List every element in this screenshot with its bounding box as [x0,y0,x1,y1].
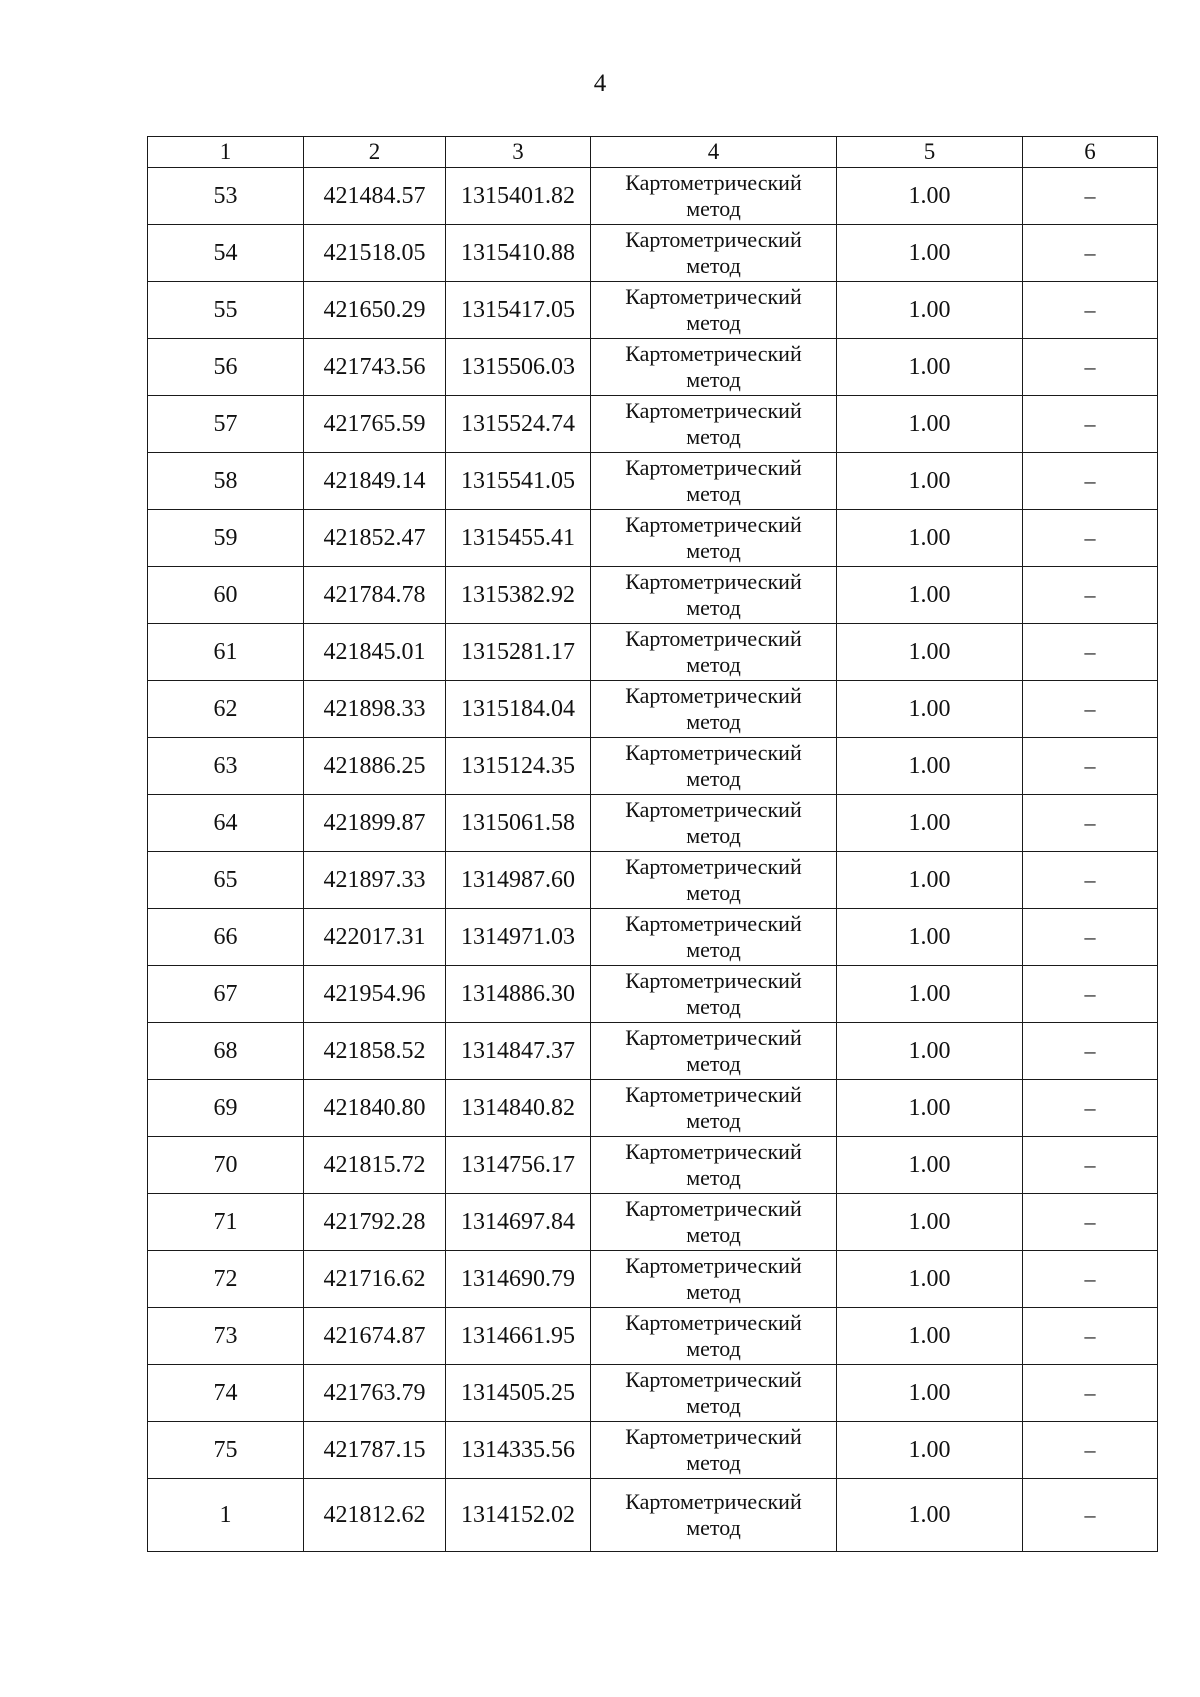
y-coordinate-cell: 1314335.56 [446,1422,591,1479]
accuracy-cell: 1.00 [837,282,1023,339]
x-coordinate-cell: 421787.15 [304,1422,446,1479]
note-cell: – [1023,795,1158,852]
table-row [148,1308,1158,1365]
note-cell: – [1023,282,1158,339]
method-text-line2: метод [686,367,741,392]
note-cell: – [1023,624,1158,681]
table-row [148,1251,1158,1308]
accuracy-cell: 1.00 [837,168,1023,225]
y-coordinate-cell: 1315410.88 [446,225,591,282]
table-row [148,339,1158,396]
method-text-line2: метод [686,538,741,563]
y-coordinate-cell: 1315382.92 [446,567,591,624]
point-number-cell: 60 [148,567,304,624]
y-coordinate-cell: 1315506.03 [446,339,591,396]
method-cell [591,909,837,966]
point-number-cell: 53 [148,168,304,225]
table-row [148,1080,1158,1137]
table-row [148,738,1158,795]
method-cell [591,282,837,339]
method-text-line1: Картометрический [625,1310,802,1335]
method-text-line1: Картометрический [625,1025,802,1050]
column-header: 1 [148,137,304,168]
table-row [148,1365,1158,1422]
point-number-cell: 72 [148,1251,304,1308]
method-text-line2: метод [686,1515,741,1540]
method-cell [591,738,837,795]
method-cell [591,1080,837,1137]
accuracy-cell: 1.00 [837,453,1023,510]
method-text-line1: Картометрический [625,740,802,765]
point-number-cell: 57 [148,396,304,453]
x-coordinate-cell: 421484.57 [304,168,446,225]
note-cell: – [1023,339,1158,396]
method-cell [591,1365,837,1422]
method-cell [591,1251,837,1308]
x-coordinate-cell: 421716.62 [304,1251,446,1308]
accuracy-cell: 1.00 [837,795,1023,852]
method-text-line1: Картометрический [625,1196,802,1221]
accuracy-cell: 1.00 [837,1365,1023,1422]
point-number-cell: 67 [148,966,304,1023]
method-cell [591,795,837,852]
method-cell [591,1137,837,1194]
table-row [148,1479,1158,1552]
note-cell: – [1023,396,1158,453]
method-cell [591,339,837,396]
method-text-line1: Картометрический [625,170,802,195]
note-cell: – [1023,510,1158,567]
note-cell: – [1023,1422,1158,1479]
y-coordinate-cell: 1315124.35 [446,738,591,795]
point-number-cell: 66 [148,909,304,966]
x-coordinate-cell: 421792.28 [304,1194,446,1251]
point-number-cell: 75 [148,1422,304,1479]
column-header: 3 [446,137,591,168]
note-cell: – [1023,1137,1158,1194]
y-coordinate-cell: 1314756.17 [446,1137,591,1194]
method-text-line1: Картометрический [625,398,802,423]
method-text-line2: метод [686,595,741,620]
table-row [148,1137,1158,1194]
point-number-cell: 55 [148,282,304,339]
x-coordinate-cell: 421897.33 [304,852,446,909]
note-cell: – [1023,567,1158,624]
table-row [148,909,1158,966]
y-coordinate-cell: 1315541.05 [446,453,591,510]
x-coordinate-cell: 421858.52 [304,1023,446,1080]
point-number-cell: 73 [148,1308,304,1365]
y-coordinate-cell: 1314886.30 [446,966,591,1023]
point-number-cell: 56 [148,339,304,396]
x-coordinate-cell: 421674.87 [304,1308,446,1365]
method-text-line1: Картометрический [625,626,802,651]
method-text-line1: Картометрический [625,455,802,480]
note-cell: – [1023,966,1158,1023]
x-coordinate-cell: 421840.80 [304,1080,446,1137]
y-coordinate-cell: 1315401.82 [446,168,591,225]
column-header: 4 [591,137,837,168]
method-text-line1: Картометрический [625,683,802,708]
accuracy-cell: 1.00 [837,1023,1023,1080]
method-text-line1: Картометрический [625,284,802,309]
point-number-cell: 65 [148,852,304,909]
note-cell: – [1023,1080,1158,1137]
method-text-line2: метод [686,196,741,221]
table-row [148,225,1158,282]
note-cell: – [1023,168,1158,225]
coordinates-table [147,136,1158,1552]
y-coordinate-cell: 1314697.84 [446,1194,591,1251]
method-cell [591,453,837,510]
method-text-line2: метод [686,1165,741,1190]
method-text-line2: метод [686,424,741,449]
page-number: 4 [593,70,607,97]
note-cell: – [1023,909,1158,966]
method-text-line2: метод [686,766,741,791]
accuracy-cell: 1.00 [837,1422,1023,1479]
method-text-line1: Картометрический [625,968,802,993]
method-text-line2: метод [686,481,741,506]
method-text-line2: метод [686,1336,741,1361]
method-cell [591,624,837,681]
y-coordinate-cell: 1315061.58 [446,795,591,852]
method-cell [591,567,837,624]
method-cell [591,168,837,225]
note-cell: – [1023,738,1158,795]
x-coordinate-cell: 421954.96 [304,966,446,1023]
method-text-line2: метод [686,709,741,734]
method-text-line2: метод [686,1222,741,1247]
accuracy-cell: 1.00 [837,510,1023,567]
table-row [148,681,1158,738]
y-coordinate-cell: 1314847.37 [446,1023,591,1080]
note-cell: – [1023,1308,1158,1365]
y-coordinate-cell: 1314987.60 [446,852,591,909]
method-cell [591,225,837,282]
table-body [148,137,1158,1552]
point-number-cell: 1 [148,1479,304,1552]
x-coordinate-cell: 421845.01 [304,624,446,681]
table-row [148,852,1158,909]
accuracy-cell: 1.00 [837,339,1023,396]
table-row [148,624,1158,681]
method-text-line2: метод [686,1108,741,1133]
y-coordinate-cell: 1315184.04 [446,681,591,738]
method-text-line1: Картометрический [625,797,802,822]
accuracy-cell: 1.00 [837,624,1023,681]
x-coordinate-cell: 421815.72 [304,1137,446,1194]
x-coordinate-cell: 421743.56 [304,339,446,396]
method-cell [591,681,837,738]
method-text-line2: метод [686,253,741,278]
x-coordinate-cell: 421518.05 [304,225,446,282]
table-row [148,966,1158,1023]
point-number-cell: 70 [148,1137,304,1194]
method-text-line2: метод [686,823,741,848]
column-header: 6 [1023,137,1158,168]
table-row [148,282,1158,339]
table-row [148,453,1158,510]
method-text-line2: метод [686,937,741,962]
y-coordinate-cell: 1314152.02 [446,1479,591,1552]
column-header: 2 [304,137,446,168]
method-text-line2: метод [686,1051,741,1076]
method-cell [591,1023,837,1080]
accuracy-cell: 1.00 [837,225,1023,282]
method-text-line2: метод [686,880,741,905]
method-cell [591,1308,837,1365]
method-text-line1: Картометрический [625,512,802,537]
point-number-cell: 63 [148,738,304,795]
point-number-cell: 74 [148,1365,304,1422]
y-coordinate-cell: 1314690.79 [446,1251,591,1308]
method-text-line1: Картометрический [625,854,802,879]
accuracy-cell: 1.00 [837,1251,1023,1308]
method-text-line1: Картометрический [625,1139,802,1164]
table-row [148,396,1158,453]
table-row [148,567,1158,624]
note-cell: – [1023,1023,1158,1080]
method-text-line2: метод [686,652,741,677]
accuracy-cell: 1.00 [837,396,1023,453]
x-coordinate-cell: 421898.33 [304,681,446,738]
accuracy-cell: 1.00 [837,738,1023,795]
accuracy-cell: 1.00 [837,681,1023,738]
accuracy-cell: 1.00 [837,1137,1023,1194]
method-text-line2: метод [686,1279,741,1304]
point-number-cell: 59 [148,510,304,567]
method-cell [591,852,837,909]
y-coordinate-cell: 1315455.41 [446,510,591,567]
point-number-cell: 62 [148,681,304,738]
note-cell: – [1023,225,1158,282]
point-number-cell: 68 [148,1023,304,1080]
method-cell [591,396,837,453]
accuracy-cell: 1.00 [837,567,1023,624]
method-text-line1: Картометрический [625,1424,802,1449]
x-coordinate-cell: 421763.79 [304,1365,446,1422]
method-text-line1: Картометрический [625,1253,802,1278]
method-cell [591,1479,837,1552]
x-coordinate-cell: 421650.29 [304,282,446,339]
table-row [148,168,1158,225]
y-coordinate-cell: 1314971.03 [446,909,591,966]
note-cell: – [1023,1479,1158,1552]
accuracy-cell: 1.00 [837,1308,1023,1365]
method-cell [591,966,837,1023]
table-header-row [148,137,1158,168]
method-cell [591,510,837,567]
method-text-line2: метод [686,1450,741,1475]
method-text-line1: Картометрический [625,227,802,252]
table-row [148,795,1158,852]
accuracy-cell: 1.00 [837,966,1023,1023]
x-coordinate-cell: 421852.47 [304,510,446,567]
y-coordinate-cell: 1315524.74 [446,396,591,453]
y-coordinate-cell: 1314661.95 [446,1308,591,1365]
y-coordinate-cell: 1314840.82 [446,1080,591,1137]
x-coordinate-cell: 421812.62 [304,1479,446,1552]
x-coordinate-cell: 421899.87 [304,795,446,852]
y-coordinate-cell: 1315281.17 [446,624,591,681]
method-text-line1: Картометрический [625,1082,802,1107]
accuracy-cell: 1.00 [837,1080,1023,1137]
accuracy-cell: 1.00 [837,1194,1023,1251]
method-text-line1: Картометрический [625,911,802,936]
method-text-line1: Картометрический [625,569,802,594]
note-cell: – [1023,1251,1158,1308]
point-number-cell: 54 [148,225,304,282]
note-cell: – [1023,681,1158,738]
accuracy-cell: 1.00 [837,852,1023,909]
point-number-cell: 69 [148,1080,304,1137]
accuracy-cell: 1.00 [837,909,1023,966]
y-coordinate-cell: 1314505.25 [446,1365,591,1422]
method-text-line2: метод [686,1393,741,1418]
x-coordinate-cell: 421765.59 [304,396,446,453]
note-cell: – [1023,852,1158,909]
method-text-line2: метод [686,310,741,335]
point-number-cell: 71 [148,1194,304,1251]
column-header: 5 [837,137,1023,168]
table-row [148,1023,1158,1080]
method-cell [591,1194,837,1251]
table-row [148,510,1158,567]
accuracy-cell: 1.00 [837,1479,1023,1552]
x-coordinate-cell: 421784.78 [304,567,446,624]
table-row [148,1194,1158,1251]
point-number-cell: 58 [148,453,304,510]
method-text-line1: Картометрический [625,341,802,366]
method-text-line1: Картометрический [625,1489,802,1514]
method-text-line1: Картометрический [625,1367,802,1392]
y-coordinate-cell: 1315417.05 [446,282,591,339]
note-cell: – [1023,1194,1158,1251]
note-cell: – [1023,1365,1158,1422]
point-number-cell: 64 [148,795,304,852]
method-cell [591,1422,837,1479]
x-coordinate-cell: 422017.31 [304,909,446,966]
x-coordinate-cell: 421886.25 [304,738,446,795]
note-cell: – [1023,453,1158,510]
method-text-line2: метод [686,994,741,1019]
point-number-cell: 61 [148,624,304,681]
table-row [148,1422,1158,1479]
x-coordinate-cell: 421849.14 [304,453,446,510]
